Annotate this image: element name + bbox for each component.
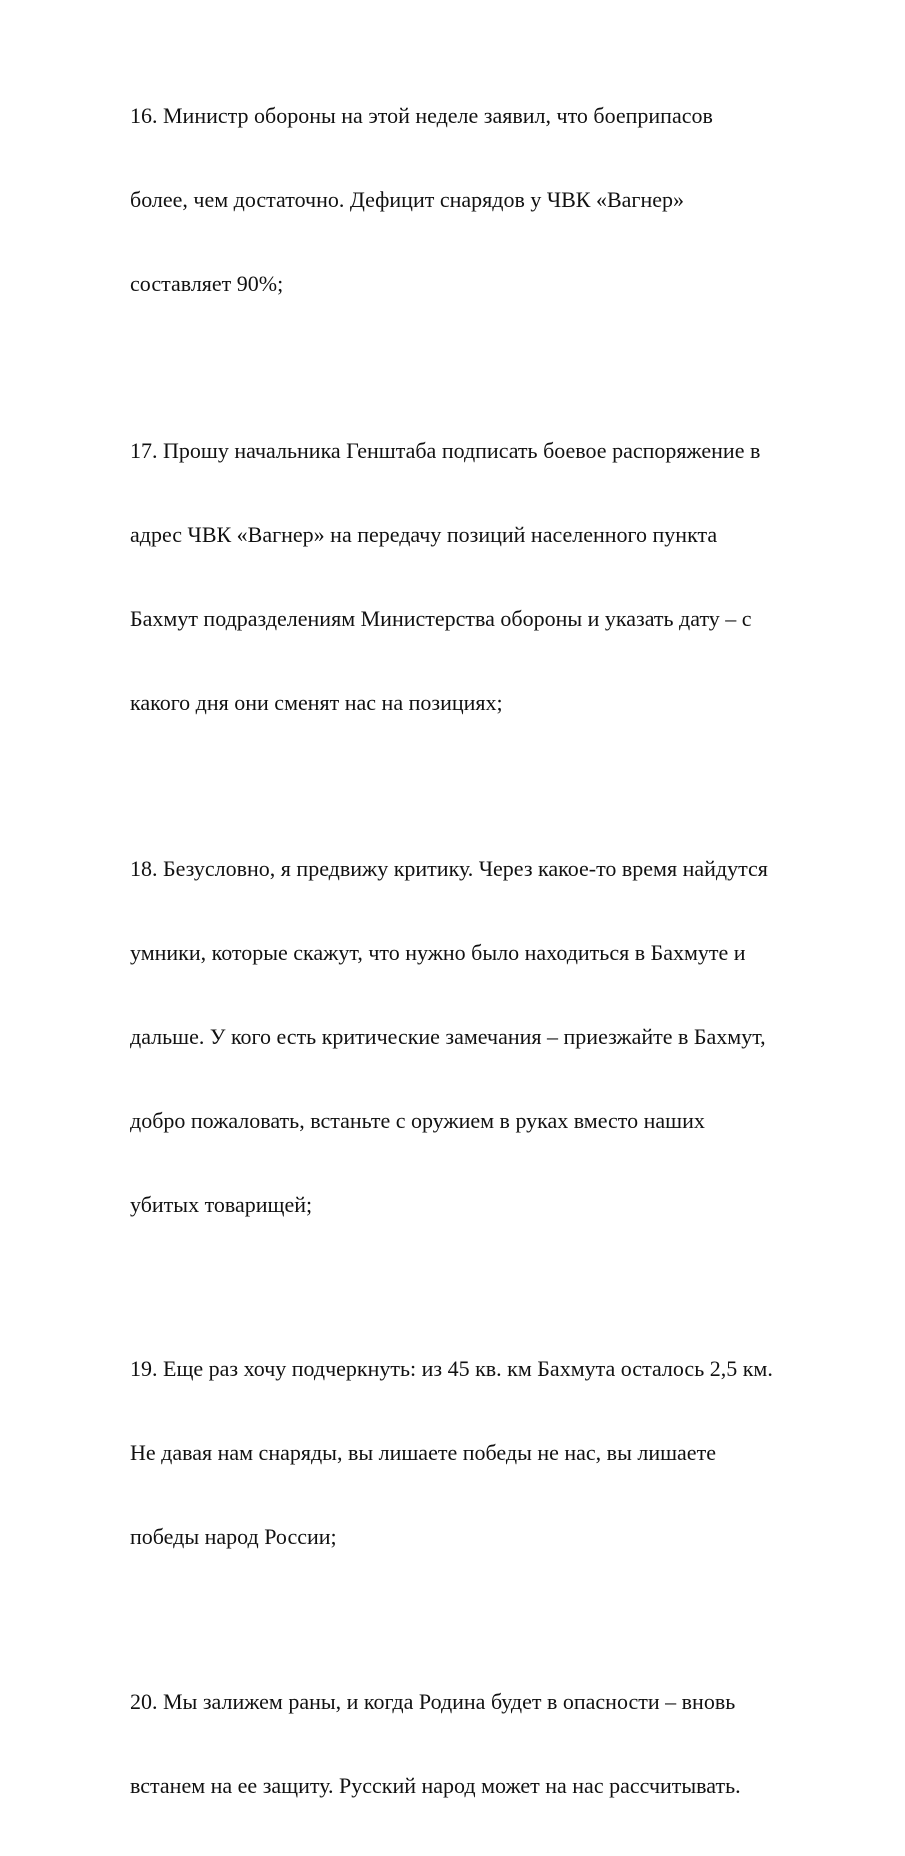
text-line: добро пожаловать, встаньте с оружием в руках вместо наших (130, 1108, 705, 1133)
paragraph-18 (130, 799, 850, 1275)
paragraph-16 (130, 46, 850, 354)
text-line: какого дня они сменят нас на позициях; (130, 690, 503, 715)
paragraph-19 (130, 1299, 850, 1607)
paragraph-17 (130, 381, 850, 773)
text-line: победы народ России; (130, 1524, 337, 1549)
text-line: умники, которые скажут, что нужно было находиться в Бахмуте и (130, 940, 746, 965)
text-line: 17. Прошу начальника Генштаба подписать боевое распоряжение в (130, 438, 761, 463)
text-line: Бахмут подразделениям Министерства обороны и указать дату – с (130, 606, 752, 631)
text-line: адрес ЧВК «Вагнер» на передачу позиций населенного пункта (130, 522, 718, 547)
text-line: встанем на ее защиту. Русский народ может на нас рассчитывать. (130, 1773, 741, 1798)
text-line: 19. Еще раз хочу подчеркнуть: из 45 кв. км Бахмута осталось 2,5 км. (130, 1356, 773, 1381)
text-line: Не давая нам снаряды, вы лишаете победы не нас, вы лишаете (130, 1440, 716, 1465)
text-line: убитых товарищей; (130, 1192, 313, 1217)
document-page (130, 46, 850, 1856)
paragraph-20 (130, 1632, 850, 1856)
text-line: 18. Безусловно, я предвижу критику. Через какое-то время найдутся (130, 856, 768, 881)
text-line: 16. Министр обороны на этой неделе заявил, что боеприпасов (130, 103, 713, 128)
text-line: дальше. У кого есть критические замечания – приезжайте в Бахмут, (130, 1024, 766, 1049)
text-line: составляет 90%; (130, 271, 284, 296)
text-line: 20. Мы залижем раны, и когда Родина будет в опасности – вновь (130, 1689, 736, 1714)
text-line: более, чем достаточно. Дефицит снарядов у ЧВК «Вагнер» (130, 187, 684, 212)
